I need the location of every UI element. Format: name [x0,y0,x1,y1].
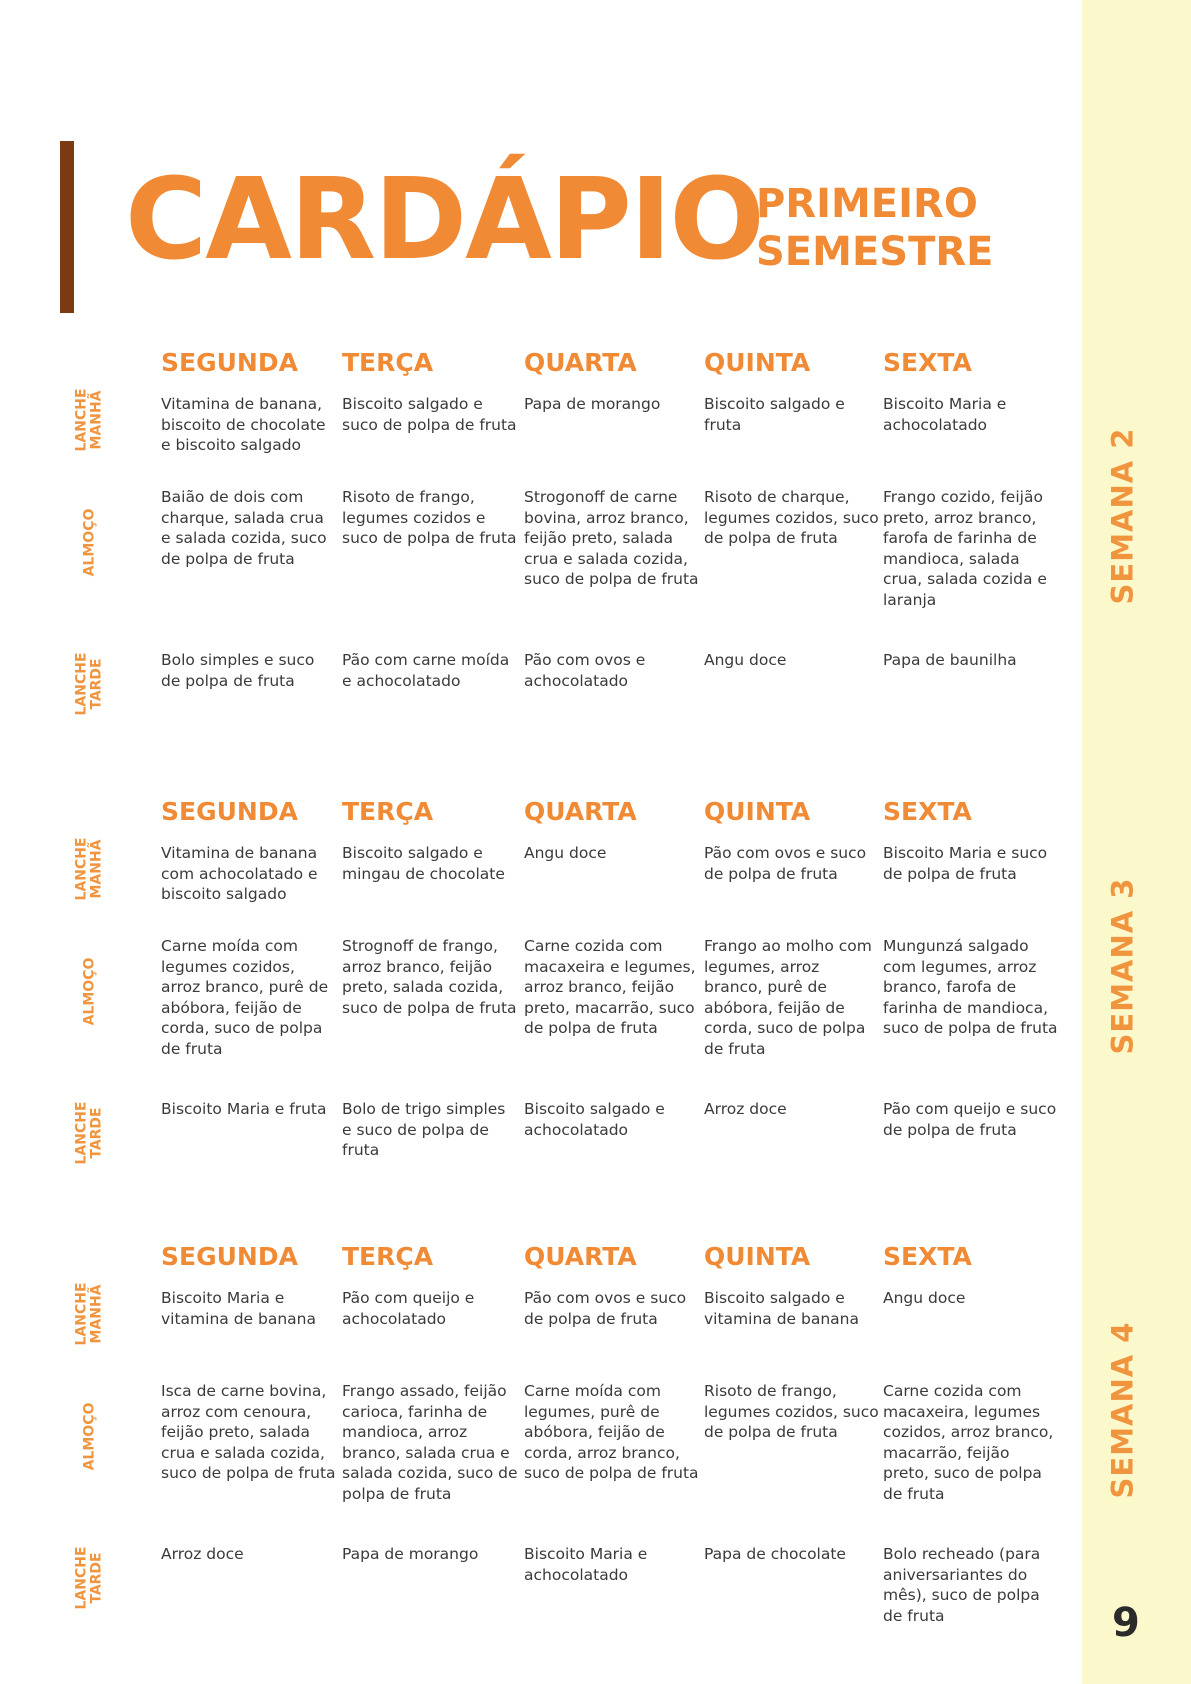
menu-cell: Bolo de trigo simples e suco de polpa de fruta [342,1100,506,1159]
menu-cell: Strogonoff de carne bovina, arroz branco, feijão preto, salada crua e salada cozida, suco de polpa de fruta [524,488,699,588]
menu-cell: Frango assado, feijão carioca, farinha de mandioca, arroz branco, salada crua e salada cozida, suco de polpa de fruta [342,1382,518,1503]
meal-label-text [75,1546,105,1609]
menu-cell: Bolo recheado (para aniversariantes do mês), suco de polpa de fruta [883,1545,1041,1625]
meal-label-line: TARDE [89,658,105,710]
meal-label-lanche-manha [66,388,114,452]
meal-label-lanche-tarde [66,1536,114,1620]
day-header: TERÇA [342,348,434,377]
menu-cell: Biscoito salgado e achocolatado [524,1100,665,1139]
week-label [1092,856,1152,1076]
menu-cell: Frango cozido, feijão preto, arroz branco, farofa de farinha de mandioca, salada crua, salada cozida e laranja [883,488,1047,609]
menu-cell: Angu doce [704,651,787,669]
meal-label-lanche-tarde [66,1091,114,1175]
menu-cell: Papa de chocolate [704,1545,846,1563]
menu-cell: Carne moída com legumes cozidos, arroz branco, purê de abóbora, feijão de corda, suco de polpa de fruta [161,937,329,1058]
day-header: QUINTA [704,1242,811,1271]
week-label [1092,1300,1152,1520]
page-number: 9 [1112,1600,1140,1646]
meal-label-line: LANCHE [74,1101,90,1165]
meal-label-line: ALMOÇO [81,508,98,576]
menu-cell: Bolo simples e suco de polpa de fruta [161,651,315,690]
menu-cell: Pão com carne moída e achocolatado [342,651,510,690]
meal-label-line: TARDE [89,1552,105,1604]
menu-cell: Pão com ovos e achocolatado [524,651,646,690]
menu-cell: Pão com queijo e achocolatado [342,1289,475,1328]
day-header: SEGUNDA [161,348,298,377]
week-block [0,348,1082,738]
week-block [0,1242,1082,1632]
meal-label-line: LANCHE [74,1282,90,1346]
menu-cell: Pão com ovos e suco de polpa de fruta [704,844,867,883]
meal-label-line: MANHÃ [89,1284,105,1344]
meal-label-line: MANHÃ [89,839,105,899]
day-header: SEXTA [883,348,972,377]
meal-label-lanche-manha [66,1282,114,1346]
menu-cell: Biscoito salgado e vitamina de banana [704,1289,859,1328]
meal-label-line: LANCHE [74,388,90,452]
meal-label-lanche-manha [66,837,114,901]
menu-cell: Biscoito Maria e suco de polpa de fruta [883,844,1048,883]
menu-cell: Pão com ovos e suco de polpa de fruta [524,1289,687,1328]
day-header: SEXTA [883,797,972,826]
meal-label-line: LANCHE [74,652,90,716]
day-header: QUINTA [704,348,811,377]
menu-cell: Papa de morango [342,1545,479,1563]
meal-label-line: LANCHE [74,1546,90,1610]
subtitle-line-1: PRIMEIRO [756,181,978,227]
meal-label-almoco [66,941,114,1041]
meal-label-line: ALMOÇO [81,957,98,1025]
meal-label-text [75,1282,105,1345]
menu-cell: Biscoito salgado e mingau de chocolate [342,844,505,883]
menu-cell: Biscoito Maria e achocolatado [524,1545,648,1584]
menu-cell: Isca de carne bovina, arroz com cenoura, feijão preto, salada crua e salada cozida, suco de polpa de fruta [161,1382,336,1482]
menu-cell: Vitamina de banana, biscoito de chocolate e biscoito salgado [161,395,326,454]
day-header: SEGUNDA [161,797,298,826]
meal-label-line: ALMOÇO [81,1402,98,1470]
day-header: QUARTA [524,797,637,826]
menu-cell: Carne moída com legumes, purê de abóbora, feijão de corda, arroz branco, suco de polpa de fruta [524,1382,699,1482]
meal-label-text [83,1402,98,1470]
menu-cell: Papa de baunilha [883,651,1017,669]
title-accent-bar [60,141,74,313]
menu-cell: Angu doce [883,1289,966,1307]
day-header: TERÇA [342,1242,434,1271]
week-label-text: SEMANA 3 [1105,877,1139,1055]
day-header: QUARTA [524,348,637,377]
meal-label-line: MANHÃ [89,390,105,450]
week-label-text: SEMANA 4 [1105,1321,1139,1499]
menu-cell: Risoto de frango, legumes cozidos, suco de polpa de fruta [704,1382,879,1441]
day-header: SEXTA [883,1242,972,1271]
meal-label-text [75,652,105,715]
meal-label-almoco [66,492,114,592]
menu-cell: Papa de morango [524,395,661,413]
menu-cell: Arroz doce [704,1100,787,1118]
meal-label-text [83,508,98,576]
menu-cell: Carne cozida com macaxeira e legumes, arroz branco, feijão preto, macarrão, suco de polpa de fruta [524,937,696,1037]
menu-cell: Carne cozida com macaxeira, legumes cozidos, arroz branco, macarrão, feijão preto, suco de polpa de fruta [883,1382,1054,1503]
menu-cell: Biscoito Maria e achocolatado [883,395,1007,434]
menu-cell: Mungunzá salgado com legumes, arroz branco, farofa de farinha de mandioca, suco de polpa de fruta [883,937,1058,1037]
meal-label-text [75,837,105,900]
menu-cell: Risoto de charque, legumes cozidos, suco de polpa de fruta [704,488,879,547]
week-label [1092,406,1152,626]
menu-cell: Risoto de frango, legumes cozidos e suco de polpa de fruta [342,488,517,547]
meal-label-lanche-tarde [66,642,114,726]
meal-label-line: TARDE [89,1107,105,1159]
menu-cell: Arroz doce [161,1545,244,1563]
week-label-text: SEMANA 2 [1105,427,1139,605]
menu-cell: Biscoito Maria e fruta [161,1100,327,1118]
menu-cell: Frango ao molho com legumes, arroz branco, purê de abóbora, feijão de corda, suco de polpa de fruta [704,937,872,1058]
meal-label-line: LANCHE [74,837,90,901]
page-subtitle [756,180,993,276]
meal-label-almoco [66,1386,114,1486]
menu-cell: Baião de dois com charque, salada crua e salada cozida, suco de polpa de fruta [161,488,327,568]
day-header: QUINTA [704,797,811,826]
day-header: SEGUNDA [161,1242,298,1271]
menu-cell: Angu doce [524,844,607,862]
menu-cell: Biscoito salgado e fruta [704,395,845,434]
subtitle-line-2: SEMESTRE [756,229,994,275]
menu-cell: Biscoito salgado e suco de polpa de fruta [342,395,517,434]
menu-cell: Pão com queijo e suco de polpa de fruta [883,1100,1057,1139]
page-title: CARDÁPIO [125,155,763,285]
menu-cell: Strognoff de frango, arroz branco, feijão preto, salada cozida, suco de polpa de fruta [342,937,517,1017]
day-header: QUARTA [524,1242,637,1271]
menu-cell: Vitamina de banana com achocolatado e biscoito salgado [161,844,318,903]
meal-label-text [75,1101,105,1164]
day-header: TERÇA [342,797,434,826]
meal-label-text [75,388,105,451]
meal-label-text [83,957,98,1025]
week-block [0,797,1082,1187]
menu-cell: Biscoito Maria e vitamina de banana [161,1289,316,1328]
